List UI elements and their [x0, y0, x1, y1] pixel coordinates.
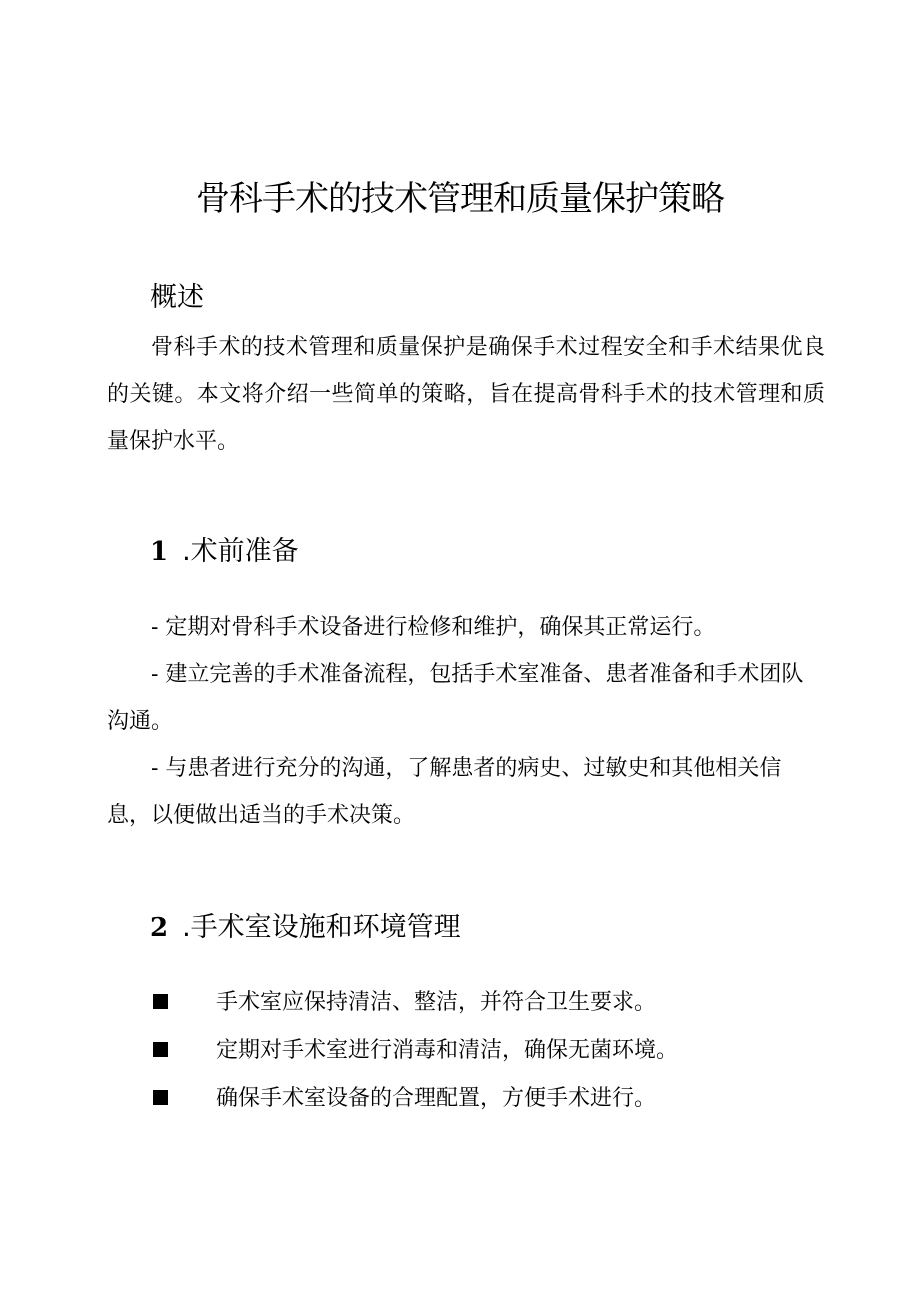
square-bullet-icon — [153, 1090, 168, 1105]
section-2-item-1-text: 手术室应保持清洁、整洁，并符合卫生要求。 — [216, 990, 657, 1015]
section-1-title: .术前准备 — [182, 536, 299, 567]
section-1-item-1: - 定期对骨科手术设备进行检修和维护，确保其正常运行。 — [151, 615, 716, 640]
section-2-item-2 — [150, 1036, 830, 1066]
overview-paragraph: 骨科手术的技术管理和质量保护是确保手术过程安全和手术结果优良的关键。本文将介绍一些简单的策略，旨在提高骨科手术的技术管理和质量保护水平。 — [107, 335, 825, 454]
section-2-title: .手术室设施和环境管理 — [182, 912, 461, 943]
section-1-heading — [150, 532, 299, 572]
section-2-heading — [150, 908, 461, 948]
section-1-item-2: - 建立完善的手术准备流程，包括手术室准备、患者准备和手术团队沟通。 — [107, 662, 804, 734]
square-bullet-icon — [153, 994, 168, 1009]
overview-heading: 概述 — [150, 282, 204, 313]
document-title: 骨科手术的技术管理和质量保护策略 — [196, 179, 724, 219]
section-2-item-2-text: 定期对手术室进行消毒和清洁，确保无菌环境。 — [216, 1038, 679, 1063]
section-1-number: 1 — [150, 537, 169, 567]
section-2-number: 2 — [150, 913, 169, 943]
section-2-item-3 — [150, 1084, 830, 1114]
section-2-item-1 — [150, 988, 830, 1018]
square-bullet-icon — [153, 1042, 168, 1057]
section-2-item-3-text: 确保手术室设备的合理配置，方便手术进行。 — [216, 1086, 657, 1111]
section-1-item-3: - 与患者进行充分的沟通，了解患者的病史、过敏史和其他相关信息，以便做出适当的手术决策。 — [107, 756, 782, 828]
